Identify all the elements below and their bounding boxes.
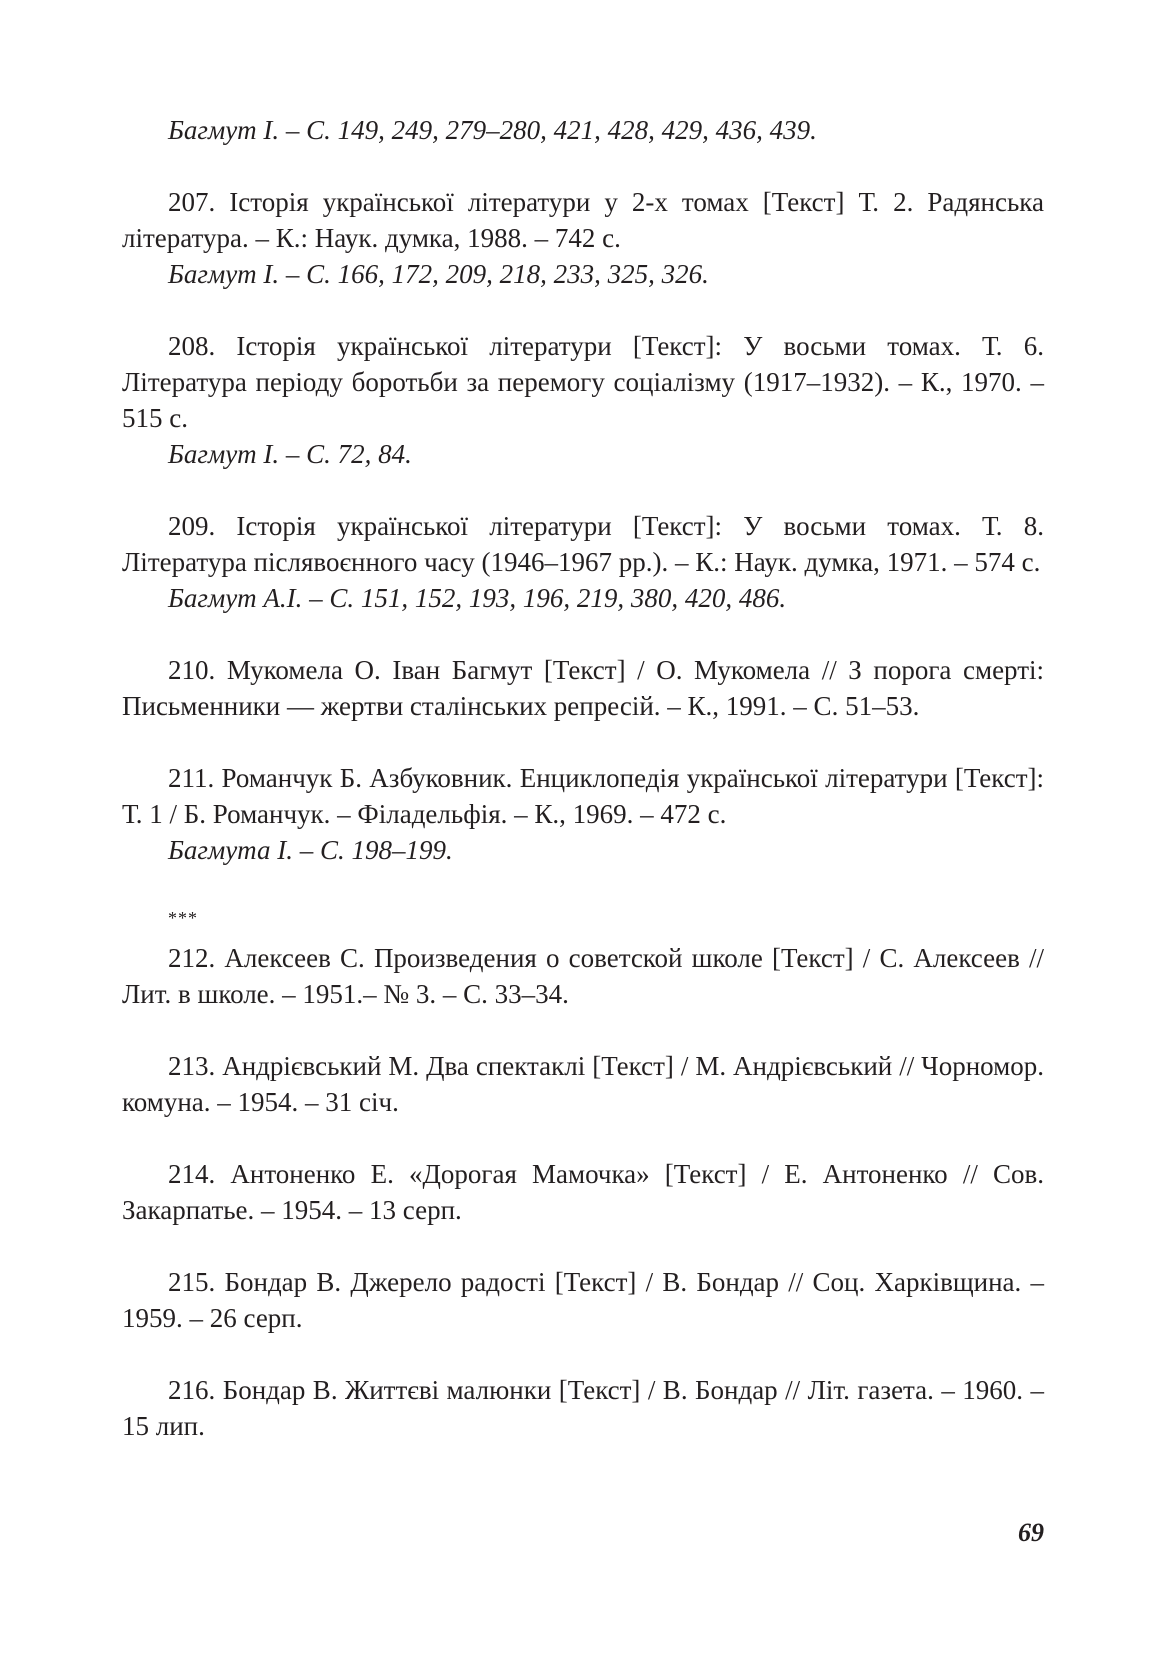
entry-text: 209. Історія української літератури [Текст]: У восьми томах. Т. 8. Література післявоєнного часу (1946–1967 рр.). – К.: Наук. думка, 1971. – 574 с. xyxy=(122,511,1044,577)
page-number: 69 xyxy=(1018,1518,1044,1547)
bibliography-entry-210 xyxy=(122,652,1044,724)
reference-block xyxy=(122,112,1044,148)
bibliography-entry-213 xyxy=(122,1048,1044,1120)
bibliography-entry-215 xyxy=(122,1264,1044,1336)
entry-text: 211. Романчук Б. Азбуковник. Енциклопедія української літератури [Текст]: Т. 1 / Б. Романчук. – Філадельфія. – К., 1969. – 472 с. xyxy=(122,763,1044,829)
bibliography-entry-209 xyxy=(122,508,1044,616)
entry-text: 216. Бондар В. Життєві малюнки [Текст] / В. Бондар // Літ. газета. – 1960. – 15 лип. xyxy=(122,1375,1044,1441)
entry-text: 210. Мукомела О. Іван Багмут [Текст] / О. Мукомела // З порога смерті: Письменники — жертви сталінських репресій. – К., 1991. – С. 51–53. xyxy=(122,655,1044,721)
bibliography-entry-208 xyxy=(122,328,1044,472)
entry-text: 213. Андрієвський М. Два спектаклі [Текст] / М. Андрієвський // Чорномор. комуна. – 1954. – 31 січ. xyxy=(122,1051,1044,1117)
entry-text: 215. Бондар В. Джерело радості [Текст] / В. Бондар // Соц. Харківщина. – 1959. – 26 серп. xyxy=(122,1267,1044,1333)
reference-pages: Багмут А.І. – С. 151, 152, 193, 196, 219, 380, 420, 486. xyxy=(168,583,787,613)
reference-pages: Багмут І. – С. 72, 84. xyxy=(168,439,412,469)
bibliography-entry-211 xyxy=(122,760,1044,868)
entry-text: 214. Антоненко Е. «Дорогая Мамочка» [Текст] / Е. Антоненко // Сов. Закарпатье. – 1954. – 13 серп. xyxy=(122,1159,1044,1225)
entry-text: 207. Історія української літератури у 2-х томах [Текст] Т. 2. Радянська література. – К.: Наук. думка, 1988. – 742 с. xyxy=(122,187,1044,253)
bibliography-entry-212 xyxy=(122,940,1044,1012)
entry-text: 212. Алексеев С. Произведения о советской школе [Текст] / С. Алексеев // Лит. в школе. – 1951.– № 3. – С. 33–34. xyxy=(122,943,1044,1009)
bibliography-entry-207 xyxy=(122,184,1044,292)
reference-pages: Багмут І. – С. 166, 172, 209, 218, 233, 325, 326. xyxy=(168,259,709,289)
reference-pages: Багмута І. – С. 198–199. xyxy=(168,835,453,865)
section-separator: *** xyxy=(168,908,198,928)
reference-pages: Багмут І. – С. 149, 249, 279–280, 421, 428, 429, 436, 439. xyxy=(168,115,817,145)
bibliography-page xyxy=(122,112,1044,1480)
bibliography-entry-214 xyxy=(122,1156,1044,1228)
entry-text: 208. Історія української літератури [Текст]: У восьми томах. Т. 6. Література періоду боротьби за перемогу соціалізму (1917–1932). – К., 1970. – 515 с. xyxy=(122,331,1044,433)
bibliography-entry-216 xyxy=(122,1372,1044,1444)
